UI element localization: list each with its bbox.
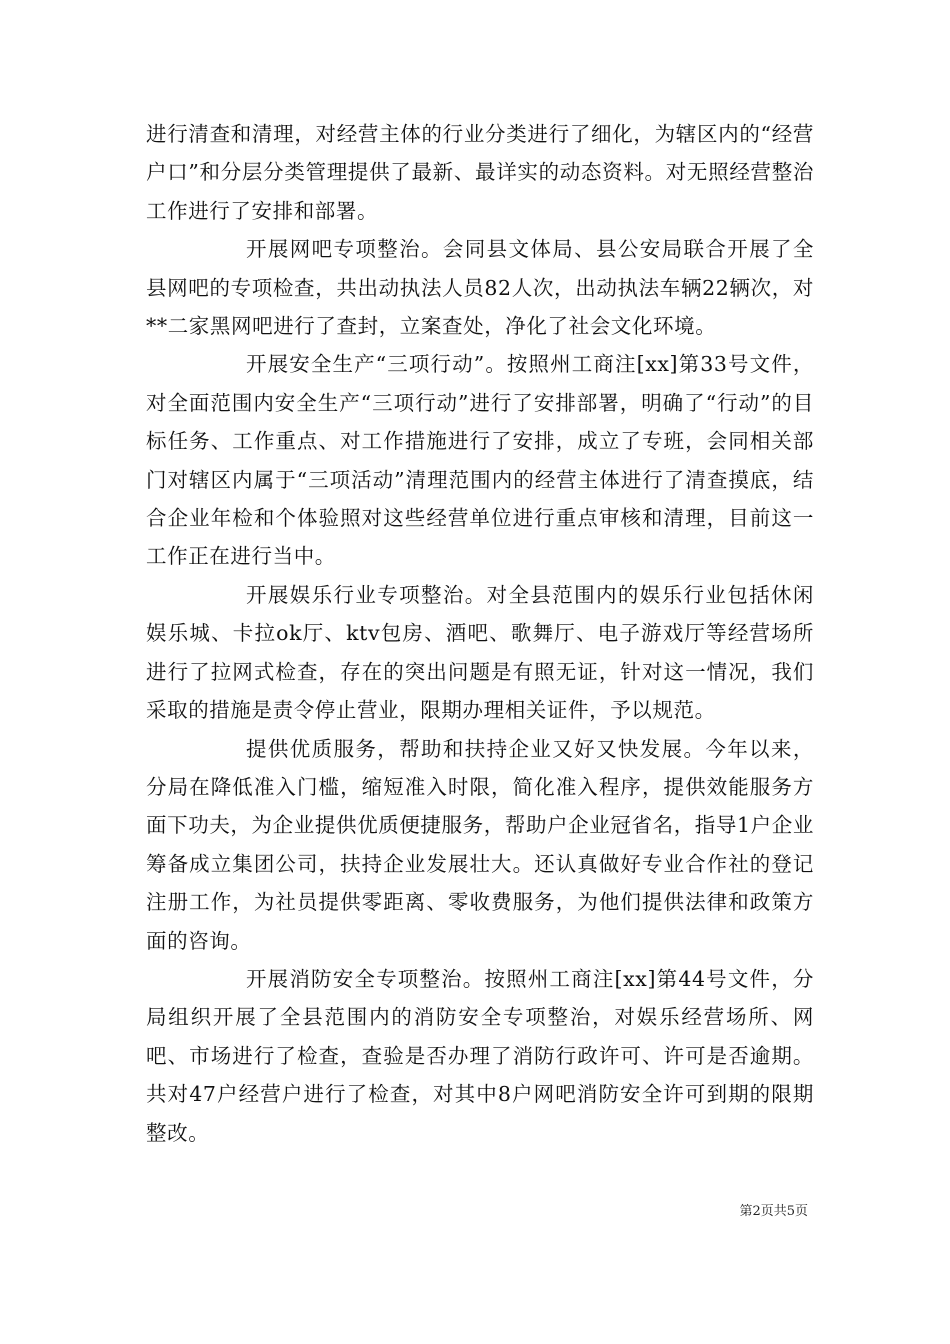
paragraph-fire-safety: 开展消防安全专项整治。按照州工商注[xx]第44号文件，分局组织开展了全县范围内的消防安全专项整治，对娱乐经营场所、网吧、市场进行了检查，查验是否办理了消防行政许可、许可是否逾期。共对47户经营户进行了检查，对其中8户网吧消防安全许可到期的限期整改。 xyxy=(146,966,814,1145)
document-body xyxy=(146,115,814,1152)
paragraph-safety-production: 开展安全生产“三项行动”。按照州工商注[xx]第33号文件，对全面范围内安全生产“三项行动”进行了安排部署，明确了“行动”的目标任务、工作重点、对工作措施进行了安排，成立了专班，会同相关部门对辖区内属于“三项活动”清理范围内的经营主体进行了清查摸底，结合企业年检和个体验照对这些经营单位进行重点审核和清理，目前这一工作正在进行当中。 xyxy=(146,352,814,569)
paragraph-quality-service: 提供优质服务，帮助和扶持企业又好又快发展。今年以来，分局在降低准入门槛，缩短准入时限，简化准入程序，提供效能服务方面下功夫，为企业提供优质便捷服务，帮助户企业冠省名，指导1户企业筹备成立集团公司，扶持企业发展壮大。还认真做好专业合作社的登记注册工作，为社员提供零距离、零收费服务，为他们提供法律和政策方面的咨询。 xyxy=(146,736,814,953)
page-number: 第2页共5页 xyxy=(739,1204,808,1219)
paragraph-continuation: 进行清查和清理，对经营主体的行业分类进行了细化，为辖区内的“经营户口”和分层分类管理提供了最新、最详实的动态资料。对无照经营整治工作进行了安排和部署。 xyxy=(146,122,814,223)
paragraph-internet-cafe: 开展网吧专项整治。会同县文体局、县公安局联合开展了全县网吧的专项检查，共出动执法人员82人次，出动执法车辆22辆次，对**二家黑网吧进行了查封，立案查处，净化了社会文化环境。 xyxy=(146,237,814,339)
paragraph-entertainment: 开展娱乐行业专项整治。对全县范围内的娱乐行业包括休闲娱乐城、卡拉ok厅、ktv包房、酒吧、歌舞厅、电子游戏厅等经营场所进行了拉网式检查，存在的突出问题是有照无证，针对这一情况，我们采取的措施是责令停止营业，限期办理相关证件，予以规范。 xyxy=(146,582,814,723)
